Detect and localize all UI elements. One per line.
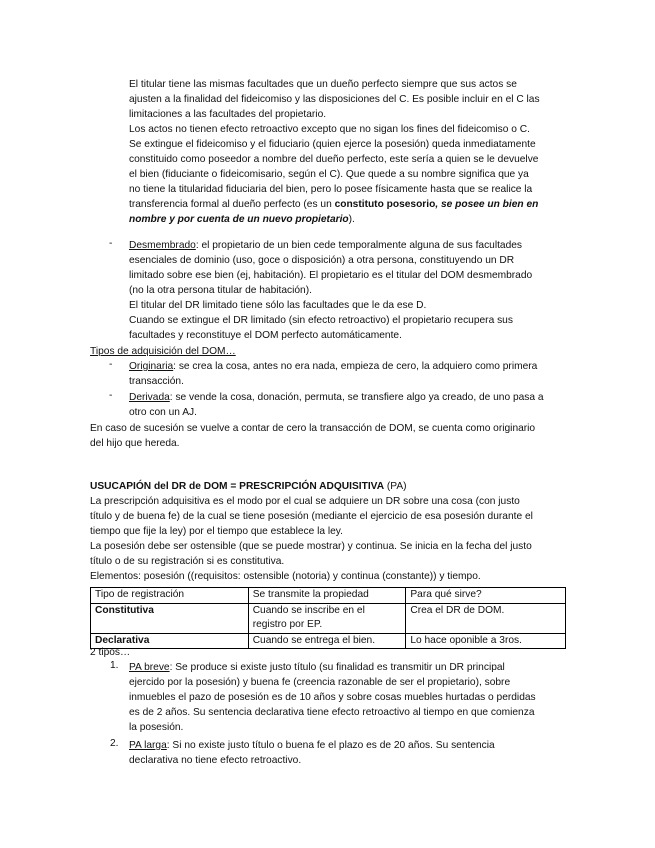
- text-span: (PA): [384, 481, 407, 492]
- section-title: [90, 479, 533, 494]
- table-row: [91, 633, 566, 649]
- text-line: ajusten a la finalidad del fideicomiso y las disposiciones del C. Es posible incluir en el C las: [129, 94, 540, 105]
- pa-breve-term: PA breve: [129, 662, 170, 673]
- originaria-item: [109, 359, 538, 389]
- text-span: , se posee un bien en: [435, 199, 539, 210]
- pa-larga-term: PA larga: [129, 740, 167, 751]
- text-line: En caso de sucesión se vuelve a contar de cero la transacción de DOM, se cuenta como originario: [90, 423, 536, 434]
- table-row: [91, 603, 566, 633]
- text-line: El titular del DR limitado tiene sólo las facultades que le da ese D.: [129, 300, 427, 311]
- text-line: ejercido por la posesión) y buena fe (creencia razonable de ser el propietario), sobre: [129, 677, 511, 688]
- cell-line: Cuando se inscribe en el: [252, 604, 365, 616]
- originaria-term: Originaria: [129, 361, 174, 372]
- pa-larga-item: [110, 738, 495, 768]
- fideicomiso-paragraph: [129, 77, 540, 227]
- desmembrado-item: [109, 238, 533, 343]
- list-number: 1.: [110, 660, 119, 671]
- text-line: [129, 197, 540, 212]
- text-line: título o de su registración si es constitutiva.: [90, 556, 285, 567]
- table-header-cell: Tipo de registración: [91, 588, 249, 604]
- text-span: ).: [348, 214, 355, 225]
- text-line: inmuebles el pazo de posesión es de 10 años y sobre cosas muebles hurtadas o perdidas: [129, 692, 536, 703]
- text-line: esenciales de dominio (uso, goce o disposición) a otra persona, constituyendo un DR: [129, 255, 515, 266]
- table-cell: [248, 603, 406, 633]
- text-line: [129, 660, 536, 675]
- text-line: del hijo que hereda.: [90, 438, 180, 449]
- list-bullet: -: [109, 238, 113, 249]
- table-cell: Lo hace oponible a 3ros.: [406, 633, 566, 649]
- list-bullet: -: [109, 359, 113, 370]
- text-line: [129, 738, 495, 753]
- text-line: [129, 238, 532, 253]
- text-span: transferencia formal al dueño perfecto (es un: [129, 199, 335, 210]
- desmembrado-term: Desmembrado: [129, 240, 196, 251]
- list-bullet: -: [109, 390, 113, 401]
- text-line: La prescripción adquisitiva es el modo por el cual se adquiere un DR sobre una cosa (con justo: [90, 496, 520, 507]
- text-line: [129, 359, 537, 374]
- pa-breve-item: [110, 660, 536, 735]
- text-line: Se extingue el fideicomiso y el fiduciario (quien ejerce la posesión) queda inmediatamente: [129, 139, 536, 150]
- text-line: facultades y reconstituye el DOM perfecto automáticamente.: [129, 330, 402, 341]
- text-line: título y de buena fe) de la cual se tiene posesión (mediante el ejercicio de esa posesión durante el: [90, 511, 533, 522]
- text-line: limitaciones a las facultades del propietario.: [129, 109, 327, 120]
- text-line: 2 tipos…: [90, 647, 131, 658]
- table-cell: Constitutiva: [91, 603, 249, 633]
- sucesion-paragraph: [90, 421, 535, 451]
- text-span: : se vende la cosa, donación, permuta, se transfiere algo ya creado, de uno pasa a: [169, 392, 544, 403]
- text-span: nombre y por cuenta de un nuevo propietario: [129, 214, 349, 225]
- text-line: constituido como poseedor a nombre del dueño perfecto, este sería a quien se le devuelve: [129, 154, 539, 165]
- text-line: no tiene la titularidad fiduciaria del bien, pero lo posee físicamente hasta que se realice la: [129, 184, 533, 195]
- table-cell: Cuando se entrega el bien.: [248, 633, 406, 649]
- text-line: la posesión.: [129, 722, 184, 733]
- derivada-term: Derivada: [129, 392, 170, 403]
- text-line: Los actos no tienen efecto retroactivo excepto que no sigan los fines del fideicomiso o C.: [129, 124, 530, 135]
- text-line: El titular tiene las mismas facultades que un dueño perfecto siempre que sus actos se: [129, 79, 517, 90]
- table-header-cell: Se transmite la propiedad: [248, 588, 406, 604]
- text-line: declarativa no tiene efecto retroactivo.: [129, 755, 302, 766]
- text-line: es de 2 años. Su sentencia declarativa tiene efecto retroactivo al tiempo en que comienza: [129, 707, 535, 718]
- elementos-line: Elementos: posesión ((requisitos: ostensible (notoria) y continua (constante)) y tiempo.: [90, 571, 481, 582]
- text-span: : Se produce si existe justo título (su finalidad es transmitir un DR principal: [169, 662, 505, 673]
- derivada-item: [109, 390, 544, 420]
- text-line: [129, 212, 540, 227]
- cell-line: registro por EP.: [252, 619, 323, 630]
- text-line: [129, 390, 544, 405]
- text-line: Cuando se extingue el DR limitado (sin efecto retroactivo) el propietario recupera sus: [129, 315, 513, 326]
- text-span: : se crea la cosa, antes no era nada, empieza de cero, la adquiero como primera: [173, 361, 538, 372]
- usucapion-section: [90, 479, 533, 584]
- text-line: tiempo que fije la ley) por el tiempo que establece la ley.: [90, 526, 343, 537]
- table-header-row: [91, 588, 566, 604]
- section-heading: Tipos de adquisición del DOM…: [90, 346, 236, 357]
- text-line: La posesión debe ser ostensible (que se puede mostrar) y continua. Se inicia en la fecha del justo: [90, 541, 532, 552]
- dos-tipos-heading: [90, 645, 130, 660]
- text-line: transacción.: [129, 376, 184, 387]
- text-span: : Si no existe justo título o buena fe el plazo es de 20 años. Su sentencia: [166, 740, 495, 751]
- list-number: 2.: [110, 738, 119, 749]
- text-line: limitado sobre ese bien (ej, habitación). El propietario es el titular del DOM desmembrado: [129, 270, 533, 281]
- constituto-posesorio-term: constituto posesorio: [334, 199, 436, 210]
- table-cell: Declarativa: [91, 633, 249, 649]
- registracion-table: [90, 587, 566, 649]
- text-span: : el propietario de un bien cede temporalmente alguna de sus facultades: [195, 240, 523, 251]
- text-line: (no la otra persona titular de habitación).: [129, 285, 312, 296]
- usucapion-title: USUCAPIÓN del DR de DOM = PRESCRIPCIÓN ADQUISITIVA: [90, 481, 385, 492]
- table-cell: Crea el DR de DOM.: [406, 603, 566, 633]
- text-line: el bien (fiduciante o fideicomisario, según el C). Que quede a su nombre significa que ya: [129, 169, 529, 180]
- tipos-adquisicion-heading: [90, 344, 236, 359]
- table-header-cell: Para qué sirve?: [406, 588, 566, 604]
- text-line: otro con un AJ.: [129, 407, 197, 418]
